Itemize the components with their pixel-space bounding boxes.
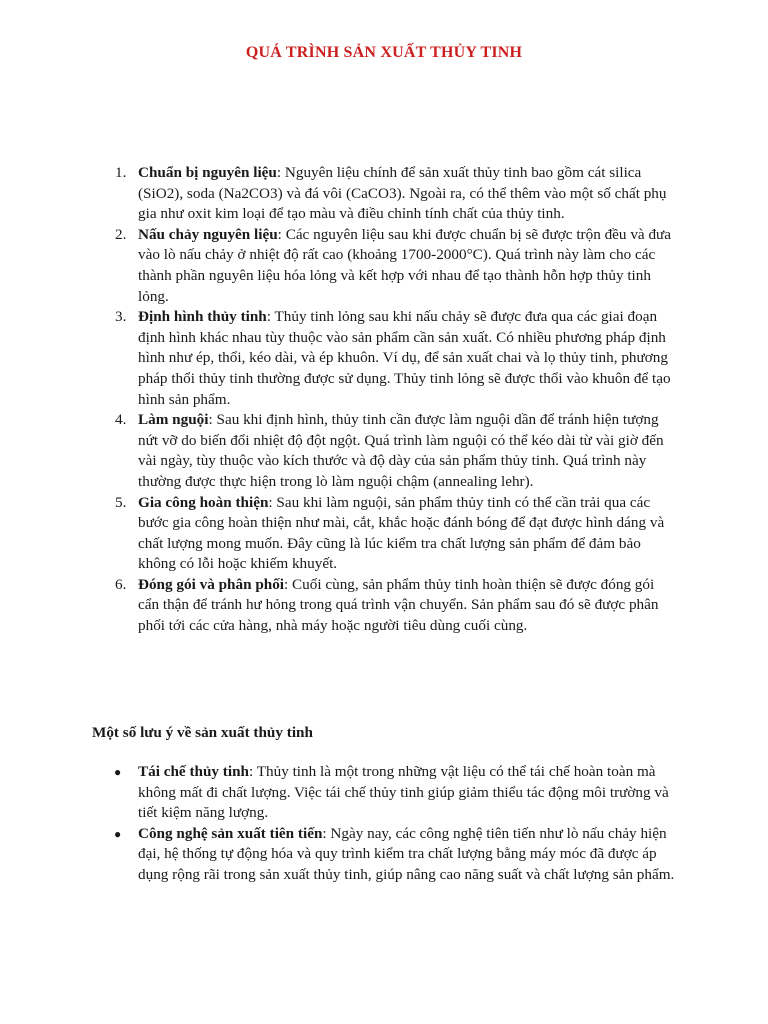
step-text: : Các nguyên liệu sau khi được chuẩn bị sẽ được trộn đều và đưa vào lò nấu chảy ở nhiệt độ rất cao (khoảng 1700-2000°C). Quá trình này làm cho các thành phần nguyên liệu hóa lỏng và kết hợp với nhau để tạo thành hỗn hợp thủy tinh lỏng.: [138, 225, 672, 305]
notes-list: [114, 762, 678, 886]
step-text: : Cuối cùng, sản phẩm thủy tinh hoàn thiện sẽ được đóng gói cẩn thận để tránh hư hỏng trong quá trình vận chuyển. Sản phẩm sau đó sẽ được phân phối tới các cửa hàng, nhà máy hoặc người tiêu dùng cuối cùng.: [138, 575, 659, 635]
bullet-icon: ●: [114, 765, 122, 779]
list-item-number: 4.: [115, 411, 127, 429]
step-heading: Làm nguội: [138, 411, 209, 429]
list-item-step-1: [115, 163, 678, 225]
step-heading: Nấu chảy nguyên liệu: [138, 225, 278, 243]
note-heading: Công nghệ sản xuất tiên tiến: [138, 824, 323, 842]
list-item-step-3: [115, 307, 678, 410]
bullet-icon: ●: [114, 826, 122, 841]
step-text: : Sau khi làm nguội, sản phẩm thủy tinh có thể cần trải qua các bước gia công hoàn thiện như mài, cắt, khắc hoặc đánh bóng để đạt được hình dáng và chất lượng mong muốn. Đây cũng là lúc kiểm tra chất lượng sản phẩm để đảm bảo không có lỗi hoặc khiếm khuyết.: [138, 493, 665, 573]
note-text: : Ngày nay, các công nghệ tiên tiến như lò nấu chảy hiện đại, hệ thống tự động hóa và quy trình kiểm tra chất lượng bằng máy móc đã được áp dụng rộng rãi trong sản xuất thủy tinh, giúp nâng cao năng suất và chất lượng sản phẩm.: [138, 824, 675, 883]
step-text: : Thủy tinh lỏng sau khi nấu chảy sẽ được đưa qua các giai đoạn định hình khác nhau tùy thuộc vào sản phẩm cần sản xuất. Có nhiều phương pháp định hình như ép, thổi, kéo dài, và ép khuôn. Ví dụ, để sản xuất chai và lọ thủy tinh, phương pháp thổi thủy tinh thường được sử dụng. Thủy tinh lỏng sẽ được thổi vào khuôn để tạo hình sản phẩm.: [138, 308, 671, 408]
step-text: : Nguyên liệu chính để sản xuất thủy tinh bao gồm cát silica (SiO2), soda (Na2CO3) và đá vôi (CaCO3). Ngoài ra, có thể thêm vào một số chất phụ gia như oxit kim loại để tạo màu và điều chỉnh tính chất của thủy tinh.: [138, 164, 667, 223]
process-steps-list: [115, 163, 678, 637]
list-item-number: 5.: [115, 493, 127, 511]
list-item-number: 6.: [115, 575, 127, 593]
page-title: QUÁ TRÌNH SẢN XUẤT THỦY TINH: [245, 44, 523, 61]
list-item-step-6: [115, 575, 678, 637]
list-item-step-2: [115, 225, 678, 307]
list-item-number: 3.: [115, 308, 127, 326]
note-heading: Tái chế thủy tinh: [138, 763, 249, 780]
step-heading: Đóng gói và phân phối: [138, 575, 285, 593]
list-item-step-4: [115, 410, 678, 492]
notes-section-heading: Một số lưu ý về sản xuất thủy tinh: [92, 724, 313, 741]
list-item-number: 2.: [115, 225, 127, 243]
list-item-number: 1.: [115, 164, 127, 181]
note-text: : Thủy tinh là một trong những vật liệu có thể tái chế hoàn toàn mà không mất đi chất lượng. Việc tái chế thủy tinh giúp giảm thiểu tác động môi trường và tiết kiệm năng lượng.: [138, 763, 669, 822]
list-item-note-1: [114, 762, 678, 824]
step-text: : Sau khi định hình, thủy tinh cần được làm nguội dần để tránh hiện tượng nứt vỡ do biến đổi nhiệt độ đột ngột. Quá trình làm nguội có thể kéo dài từ vài giờ đến vài ngày, tùy thuộc vào kích thước và độ dày của sản phẩm thủy tinh. Quá trình này thường được thực hiện trong lò làm nguội chậm (annealing lehr).: [138, 411, 664, 490]
list-item-step-5: [115, 493, 678, 575]
step-heading: Gia công hoàn thiện: [138, 493, 269, 511]
list-item-note-2: [114, 824, 678, 886]
step-heading: Chuẩn bị nguyên liệu: [138, 164, 277, 181]
step-heading: Định hình thủy tinh: [138, 308, 267, 326]
